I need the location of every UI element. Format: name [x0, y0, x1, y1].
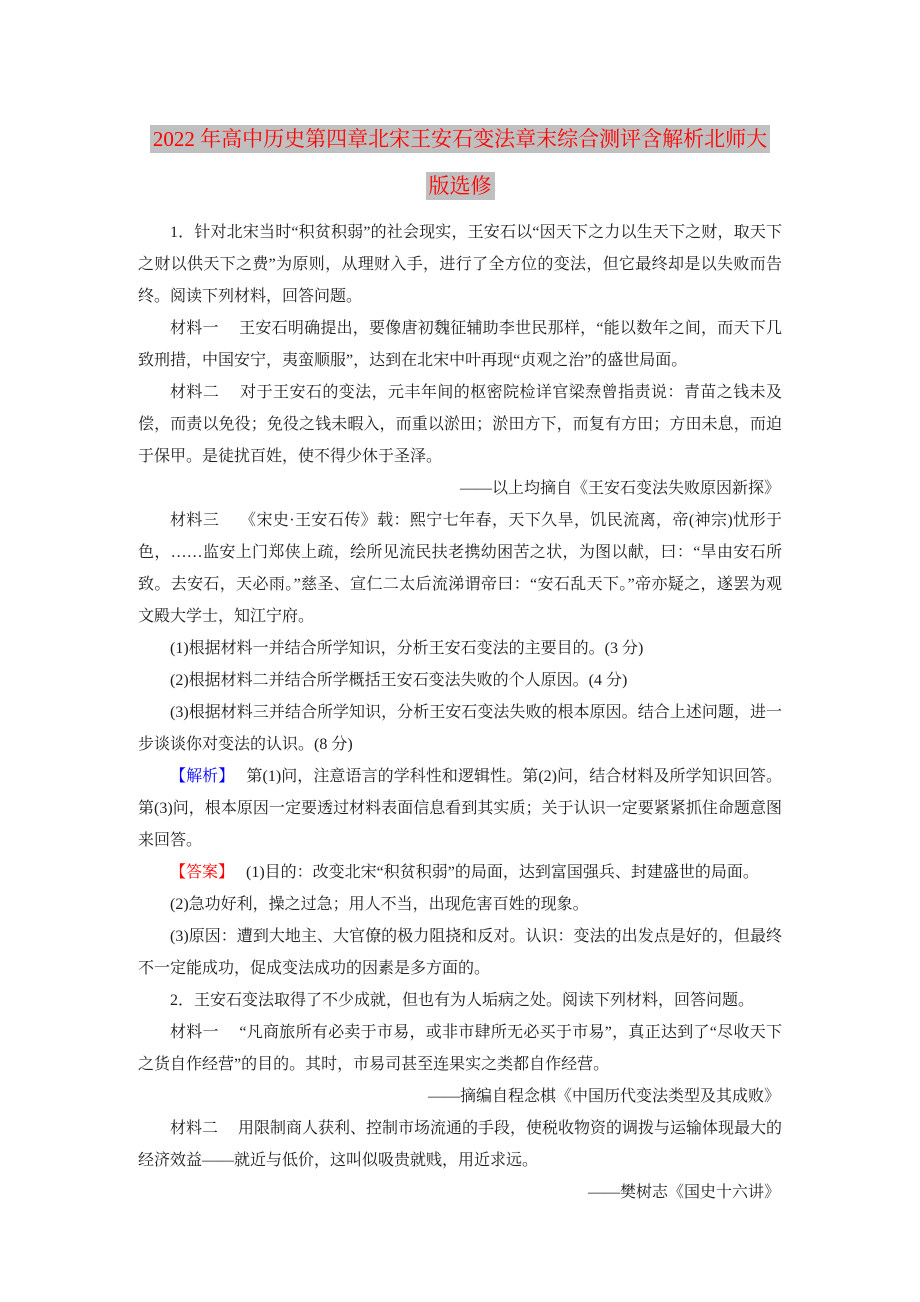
question1-subquestion-2: (2)根据材料二并结合所学概括王安石变法失败的个人原因。(4 分): [170, 672, 628, 689]
document-title: [138, 116, 782, 210]
question1-material-2: 材料二 对于王安石的变法，元丰年间的枢密院检详官梁焘曾指责说：青苗之钱未及偿，而责以免役；免役之钱未暇入，而重以淤田；淤田方下，而复有方田；方田未息，而迫于保甲。是徒扰百姓，使不得少休于圣泽。: [138, 384, 782, 465]
answer-text-1: (1)目的：改变北宋“积贫积弱”的局面，达到富国强兵、封建盛世的局面。: [226, 864, 759, 881]
title-line-2-text: 版选修: [426, 172, 495, 200]
analysis-text: 第(1)问，注意语言的学科性和逻辑性。第(2)问，结合材料及所学知识回答。第(3)问，根本原因一定要透过材料表面信息看到其实质；关于认识一定要紧紧抓住命题意图来回答。: [138, 768, 782, 849]
question1-material-1: 材料一 王安石明确提出，要像唐初魏征辅助李世民那样，“能以数年之间，而天下几致刑措，中国安宁，夷蛮顺服”，达到在北宋中叶再现“贞观之治”的盛世局面。: [138, 320, 782, 369]
document-content: [138, 116, 782, 1209]
answer-label: 【答案】: [170, 864, 227, 881]
question1-analysis: [138, 761, 782, 857]
title-line-2: [138, 163, 782, 210]
question2-material-2: 材料二 用限制商人获利、控制市场流通的手段，使税收物资的调拨与运输体现最大的经济效益——就近与低价，这叫似吸贵就贱，用近求远。: [138, 1120, 783, 1169]
question1-subquestion-3: (3)根据材料三并结合所学知识，分析王安石变法失败的根本原因。结合上述问题，进一步谈谈你对变法的认识。(8 分): [138, 704, 782, 753]
question1-stem: 1．针对北宋当时“积贫积弱”的社会现实，王安石以“因天下之力以生天下之财，取天下之财以供天下之费”为原则，从理财入手，进行了全方位的变法，但它最终却是以失败而告终。阅读下列材料，回答问题。: [138, 224, 782, 305]
question1-answer-line-1: [138, 857, 782, 889]
question1-answer-line-3: (3)原因：遭到大地主、大官僚的极力阻挠和反对。认识：变法的出发点是好的，但最终不一定能成功，促成变法成功的因素是多方面的。: [138, 928, 782, 977]
question1-material-3: 材料三 《宋史·王安石传》载：熙宁七年春，天下久旱，饥民流离，帝(神宗)忧形于色，……监安上门郑侠上疏，绘所见流民扶老携幼困苦之状，为图以献，曰：“旱由安石所致。去安石，天必雨。”慈圣、宣仁二太后流涕谓帝曰：“安石乱天下。”帝亦疑之，遂罢为观文殿大学士，知江宁府。: [138, 512, 782, 625]
question1-answer-line-2: (2)急功好利，操之过急；用人不当，出现危害百姓的现象。: [170, 896, 589, 913]
question1-materials-source: ——以上均摘自《王安石变法失败原因新探》: [459, 480, 780, 497]
question1-subquestion-1: (1)根据材料一并结合所学知识，分析王安石变法的主要目的。(3 分): [170, 640, 644, 657]
question2-stem: 2．王安石变法取得了不少成就，但也有为人垢病之处。阅读下列材料，回答问题。: [170, 992, 755, 1009]
title-line-1-text: 2022 年高中历史第四章北宋王安石变法章末综合测评含解析北师大: [150, 125, 770, 153]
analysis-label: 【解析】: [170, 768, 227, 785]
question2-material-1: 材料一 “凡商旅所有必卖于市易，或非市肆所无必买于市易”，真正达到了“尽收天下之货自作经营”的目的。其时，市易司甚至连果实之类都自作经营。: [138, 1024, 782, 1073]
document-body: [138, 217, 782, 1209]
question2-material-1-source: ——摘编自程念棋《中国历代变法类型及其成败》: [427, 1088, 780, 1105]
question2-material-2-source: ——樊树志《国史十六讲》: [587, 1184, 780, 1201]
title-line-1: [138, 116, 782, 163]
